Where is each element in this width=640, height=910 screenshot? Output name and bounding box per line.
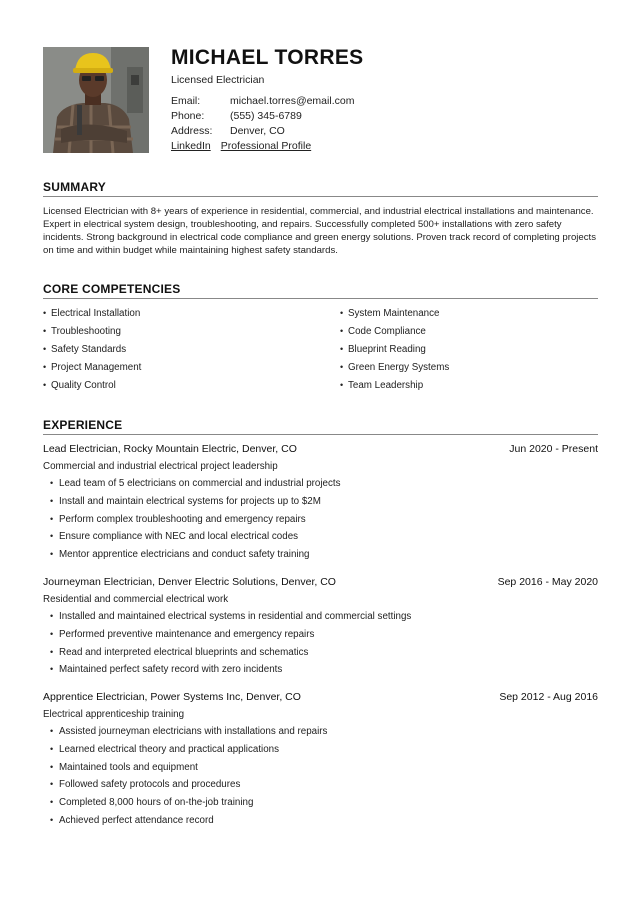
list-item: • Ensure compliance with NEC and local electrical codes <box>50 530 598 548</box>
job-title: Journeyman Electrician, Denver Electric Solutions, Denver, CO <box>43 576 336 588</box>
job-description: Residential and commercial electrical work <box>43 594 229 605</box>
list-item: • Code Compliance <box>340 325 449 343</box>
job-dates: Jun 2020 - Present <box>509 443 598 455</box>
contact-email-row <box>171 95 354 107</box>
summary-heading: SUMMARY <box>43 180 598 197</box>
list-item: • Quality Control <box>43 379 141 397</box>
contact-address-row <box>171 125 285 137</box>
list-item: • Maintained tools and equipment <box>50 761 598 779</box>
list-item: • Mentor apprentice electricians and conduct safety training <box>50 548 598 566</box>
list-item: • Followed safety protocols and procedures <box>50 778 598 796</box>
job-description: Electrical apprenticeship training <box>43 709 185 720</box>
job-title: Lead Electrician, Rocky Mountain Electric, Denver, CO <box>43 443 297 455</box>
list-item: • Blueprint Reading <box>340 343 449 361</box>
list-item: • Performed preventive maintenance and emergency repairs <box>50 628 598 646</box>
list-item: • Installed and maintained electrical systems in residential and commercial settings <box>50 610 598 628</box>
electrician-portrait-image <box>43 47 149 153</box>
list-item: • System Maintenance <box>340 307 449 325</box>
profile-photo <box>43 47 149 153</box>
job-entry <box>43 691 598 832</box>
competencies-heading: CORE COMPETENCIES <box>43 282 598 299</box>
job-bullets <box>43 725 598 832</box>
job-title: Apprentice Electrician, Power Systems Inc, Denver, CO <box>43 691 301 703</box>
phone-value: (555) 345-6789 <box>230 110 302 122</box>
contact-label: Email: <box>171 95 201 107</box>
job-dates: Sep 2012 - Aug 2016 <box>499 691 598 703</box>
list-item: • Project Management <box>43 361 141 379</box>
list-item: • Green Energy Systems <box>340 361 449 379</box>
list-item: • Read and interpreted electrical blueprints and schematics <box>50 646 598 664</box>
address-value: Denver, CO <box>230 125 285 137</box>
contact-label: Phone: <box>171 110 205 122</box>
job-dates: Sep 2016 - May 2020 <box>497 576 598 588</box>
job-bullets <box>43 610 598 681</box>
list-item: • Lead team of 5 electricians on commercial and industrial projects <box>50 477 598 495</box>
list-item: • Install and maintain electrical systems for projects up to $2M <box>50 495 598 513</box>
list-item: • Maintained perfect safety record with zero incidents <box>50 663 598 681</box>
contact-phone-row <box>171 110 302 122</box>
experience-heading: EXPERIENCE <box>43 418 598 435</box>
list-item: • Team Leadership <box>340 379 449 397</box>
list-item: • Assisted journeyman electricians with installations and repairs <box>50 725 598 743</box>
profile-links <box>171 140 321 152</box>
list-item: • Learned electrical theory and practical applications <box>50 743 598 761</box>
candidate-title: Licensed Electrician <box>171 74 265 86</box>
job-bullets <box>43 477 598 566</box>
list-item: • Troubleshooting <box>43 325 141 343</box>
job-description: Commercial and industrial electrical project leadership <box>43 461 278 472</box>
contact-label: Address: <box>171 125 213 137</box>
competencies-right-list <box>340 307 449 397</box>
job-entry <box>43 576 598 681</box>
email-value: michael.torres@email.com <box>230 95 355 107</box>
list-item: • Safety Standards <box>43 343 141 361</box>
candidate-name: MICHAEL TORRES <box>171 46 364 69</box>
list-item: • Perform complex troubleshooting and emergency repairs <box>50 513 598 531</box>
list-item: • Achieved perfect attendance record <box>50 814 598 832</box>
summary-text: Licensed Electrician with 8+ years of experience in residential, commercial, and industrial electrical installations and maintenance. Expert in electrical system design, troubleshooting, and repairs. Successfully completed 500+ installations with zero safety incidents. Strong background in electrical code compliance and green energy solutions. Proven track record of completing projects on time and within budget while maintaining highest safety standards. <box>43 206 597 256</box>
list-item: • Completed 8,000 hours of on-the-job training <box>50 796 598 814</box>
linkedin-link[interactable]: LinkedIn <box>171 140 211 152</box>
professional-profile-link[interactable]: Professional Profile <box>220 140 312 152</box>
competencies-left-list <box>43 307 141 397</box>
job-entry <box>43 443 598 566</box>
list-item: • Electrical Installation <box>43 307 141 325</box>
